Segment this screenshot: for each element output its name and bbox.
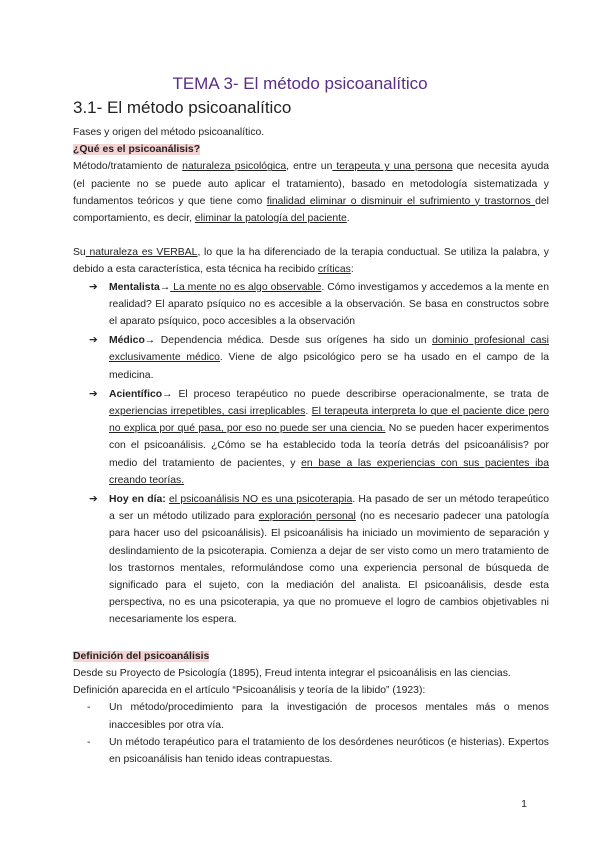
arrow-bullet-icon: ➔ (89, 335, 98, 347)
text-run: . (305, 406, 312, 418)
text-run: Su (73, 247, 86, 259)
critique-list (73, 279, 549, 629)
list-item-text: Un método terapéutico para el tratamiento de los desórdenes neuróticos (e histerias). Expertos en psicoanálisis han tenido ideas contrapuestas. (109, 736, 549, 765)
text-run: Dependencia médica. Desde sus orígenes ha sido un (155, 335, 433, 347)
list-item (87, 734, 549, 768)
text-run: que necesita ayuda (el paciente no se puede auto aplicar el tratamiento), basado en metodología sistematizada y fundamentos teóricos y que tiene como (73, 161, 550, 207)
text-run: (no es necesario padecer una patología para hacer uso del psicoanálisis). El psicoanálisis ha iniciado un movimiento de separación y deslindamiento de la psicoterapia. Comienza a dejar de ser visto como un mero tratamiento de los trastornos mentales, reformulándose como una experiencia personal de búsqueda de significado para el sujeto, con la mediación del analista. El psicoanálisis, desde esta perspectiva, no es una psicoterapia, ya que no promueve el logro de cambios objetivables ni necesariamente los espera. (109, 511, 549, 626)
text-run: . Ha pasado de ser un método terapeútico a ser un método utilizado para (109, 494, 549, 523)
dash-bullet-icon: - (87, 736, 91, 748)
arrow-icon: → (159, 281, 171, 293)
item-label: Hoy en día: (109, 494, 166, 506)
section-heading: 3.1- El método psicoanalítico (73, 98, 292, 117)
list-item-text: Un método/procedimiento para la investigación de procesos mentales más o menos inaccesibles por otra vía. (109, 702, 549, 731)
underlined-run: terapeuta y una persona (332, 161, 453, 173)
list-item-hoy (89, 491, 549, 629)
underlined-run: finalidad eliminar o disminuir el sufrimiento y trastornos (266, 195, 536, 207)
underlined-run: dominio profesional casi exclusivamente médico (109, 335, 549, 364)
page-number: 1 (521, 798, 527, 810)
underlined-run: experiencias irrepetibles, casi irreplicables (109, 406, 306, 418)
underlined-run: naturaleza psicológica (182, 161, 287, 173)
text-run: , entre un (286, 161, 333, 173)
definition-heading: Definición del psicoanálisis (73, 650, 210, 662)
text-run: : (350, 264, 354, 276)
underlined-run: El terapeuta interpreta lo que el paciente dice pero no explica por qué pasa, por eso no puede ser una ciencia. (109, 406, 549, 435)
item-label: Mentalista (109, 281, 160, 293)
spacer (73, 227, 549, 244)
arrow-icon: → (144, 335, 156, 347)
question-heading-row (73, 141, 549, 158)
underlined-run: el psicoanálisis NO es una psicoterapia (169, 494, 353, 506)
text-run: del comportamiento, es decir, (73, 195, 549, 225)
spacer (73, 631, 549, 648)
list-item-medico (89, 332, 549, 384)
underlined-run: críticas (317, 264, 351, 276)
text-run: , lo que la ha diferenciado de la terapia conductual. Se utiliza la palabra, y debido a esta característica, esta técnica ha recibido (73, 247, 549, 276)
arrow-bullet-icon: ➔ (89, 494, 98, 506)
text-run: El proceso terapéutico no puede describirse operacionalmente, se trata de (172, 388, 549, 400)
underlined-run: eliminar la patología del paciente (194, 213, 347, 225)
arrow-bullet-icon: ➔ (89, 281, 98, 293)
underlined-run: en base a las experiencias con sus pacientes iba creando teorías. (109, 457, 549, 486)
page-content (73, 124, 549, 768)
definition-heading-row (73, 648, 549, 665)
definition-text-2: Definición aparecida en el artículo “Psicoanálisis y teoría de la libido” (1923): (73, 685, 426, 697)
list-item (87, 699, 549, 733)
underlined-run: naturaleza es VERBAL (85, 247, 198, 259)
item-label: Acientífico (109, 388, 163, 400)
list-item-mentalista (89, 279, 549, 331)
text-run: No se pueden hacer experimentos con el psicoanálisis. ¿Cómo se ha establecido toda la teoría detrás del psicoanálisis? por medio del tratamiento de pacientes, y (109, 423, 549, 469)
subtitle: Fases y origen del método psicoanalítico. (73, 127, 265, 138)
item-label: Médico (109, 335, 145, 347)
page-title: TEMA 3- El método psicoanalítico (172, 74, 428, 93)
text-run: . Cómo investigamos y accedemos a la mente en realidad? El aparato psíquico no es accesible a la observación. Se basa en constructos sobre el aparato psíquico, poco accesibles a la observación (109, 281, 549, 328)
definition-list (73, 699, 549, 768)
text-run: . (346, 213, 350, 225)
arrow-icon: → (162, 388, 173, 400)
verbal-paragraph (73, 244, 549, 278)
underlined-run: exploración personal (258, 511, 356, 523)
text-run: Método/tratamiento de (73, 161, 183, 173)
list-item-acientifico (89, 386, 549, 489)
text-run: . Viene de algo psicológico pero se ha usado en el campo de la medicina. (109, 352, 549, 381)
definition-paragraph (73, 158, 549, 227)
definition-text-1: Desde su Proyecto de Psicología (1895), Freud intenta integrar el psicoanálisis en las ciencias. (73, 667, 511, 679)
dash-bullet-icon: - (87, 702, 91, 714)
question-heading: ¿Qué es el psicoanálisis? (73, 144, 201, 156)
underlined-run: La mente no es algo observable (170, 281, 322, 293)
arrow-bullet-icon: ➔ (89, 388, 98, 400)
